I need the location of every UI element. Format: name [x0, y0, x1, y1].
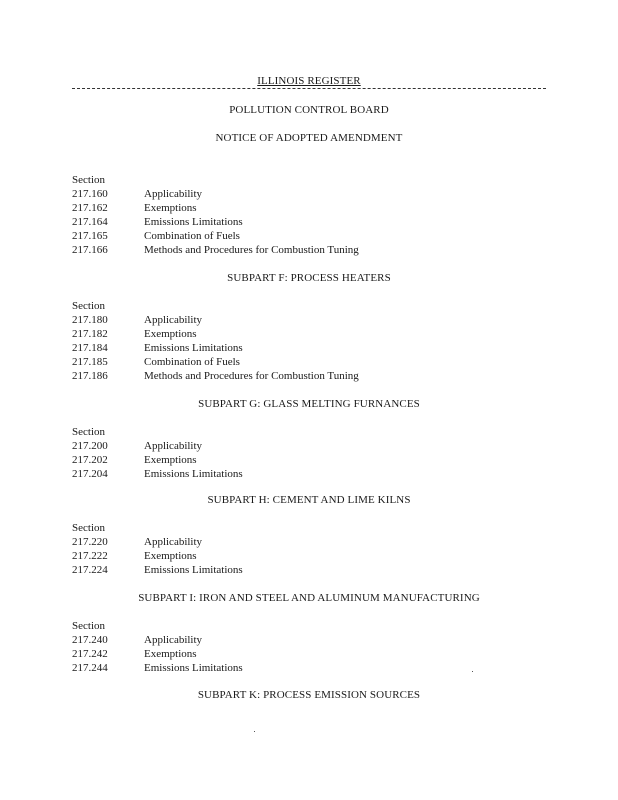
section-row: [72, 328, 552, 342]
section-label: Section: [72, 620, 105, 632]
section-title: Exemptions: [144, 202, 197, 214]
section-row: [72, 564, 552, 578]
subpart-i-heading: SUBPART I: IRON AND STEEL AND ALUMINUM MANUFACTURING: [138, 592, 480, 604]
section-number: 217.220: [72, 536, 108, 548]
notice-title: NOTICE OF ADOPTED AMENDMENT: [215, 132, 403, 144]
section-title: Applicability: [144, 314, 203, 326]
section-row: [72, 244, 552, 258]
section-label: Section: [72, 174, 105, 186]
section-row: [72, 216, 552, 230]
section-label: Section: [72, 522, 105, 534]
section-row: [72, 370, 552, 384]
section-number: 217.184: [72, 342, 108, 354]
section-row: [72, 536, 552, 550]
section-number: 217.186: [72, 370, 108, 382]
section-title: Applicability: [144, 634, 203, 646]
section-row: [72, 230, 552, 244]
section-title: Methods and Procedures for Combustion Tuning: [144, 244, 359, 256]
section-title: Methods and Procedures for Combustion Tuning: [144, 370, 359, 382]
section-row: [72, 356, 552, 370]
section-row: [72, 188, 552, 202]
section-number: 217.160: [72, 188, 108, 200]
section-number: 217.224: [72, 564, 108, 576]
header-rule: [72, 88, 546, 89]
section-number: 217.166: [72, 244, 108, 256]
section-row: [72, 662, 552, 676]
section-number: 217.180: [72, 314, 108, 326]
scan-speck: [472, 671, 473, 672]
section-number: 217.182: [72, 328, 108, 340]
section-number: 217.200: [72, 440, 108, 452]
subpart-h-heading: SUBPART H: CEMENT AND LIME KILNS: [207, 494, 411, 506]
section-title: Applicability: [144, 536, 203, 548]
section-label: Section: [72, 426, 105, 438]
section-number: 217.162: [72, 202, 108, 214]
section-label: Section: [72, 300, 105, 312]
section-number: 217.164: [72, 216, 108, 228]
section-title: Applicability: [144, 188, 203, 200]
section-number: 217.204: [72, 468, 108, 480]
section-title: Combination of Fuels: [144, 230, 240, 242]
section-row: [72, 342, 552, 356]
section-row: [72, 314, 552, 328]
subpart-f-heading: SUBPART F: PROCESS HEATERS: [227, 272, 391, 284]
section-title: Exemptions: [144, 550, 197, 562]
section-title: Exemptions: [144, 648, 197, 660]
section-title: Combination of Fuels: [144, 356, 240, 368]
section-title: Emissions Limitations: [144, 342, 243, 354]
section-row: [72, 202, 552, 216]
section-row: [72, 454, 552, 468]
register-title: ILLINOIS REGISTER: [257, 75, 361, 87]
section-number: 217.185: [72, 356, 108, 368]
section-row: [72, 634, 552, 648]
subpart-g-heading: SUBPART G: GLASS MELTING FURNANCES: [198, 398, 420, 410]
section-row: [72, 468, 552, 482]
section-title: Emissions Limitations: [144, 564, 243, 576]
section-title: Applicability: [144, 440, 203, 452]
section-number: 217.202: [72, 454, 108, 466]
scan-speck: [254, 731, 255, 732]
section-number: 217.242: [72, 648, 108, 660]
subpart-k-heading: SUBPART K: PROCESS EMISSION SOURCES: [197, 689, 421, 701]
section-row: [72, 648, 552, 662]
section-title: Emissions Limitations: [144, 216, 243, 228]
section-title: Emissions Limitations: [144, 468, 243, 480]
board-title: POLLUTION CONTROL BOARD: [229, 104, 389, 116]
section-title: Exemptions: [144, 454, 197, 466]
section-title: Emissions Limitations: [144, 662, 243, 674]
section-title: Exemptions: [144, 328, 197, 340]
section-row: [72, 440, 552, 454]
section-number: 217.244: [72, 662, 108, 674]
section-number: 217.240: [72, 634, 108, 646]
section-number: 217.165: [72, 230, 108, 242]
section-number: 217.222: [72, 550, 108, 562]
section-row: [72, 550, 552, 564]
